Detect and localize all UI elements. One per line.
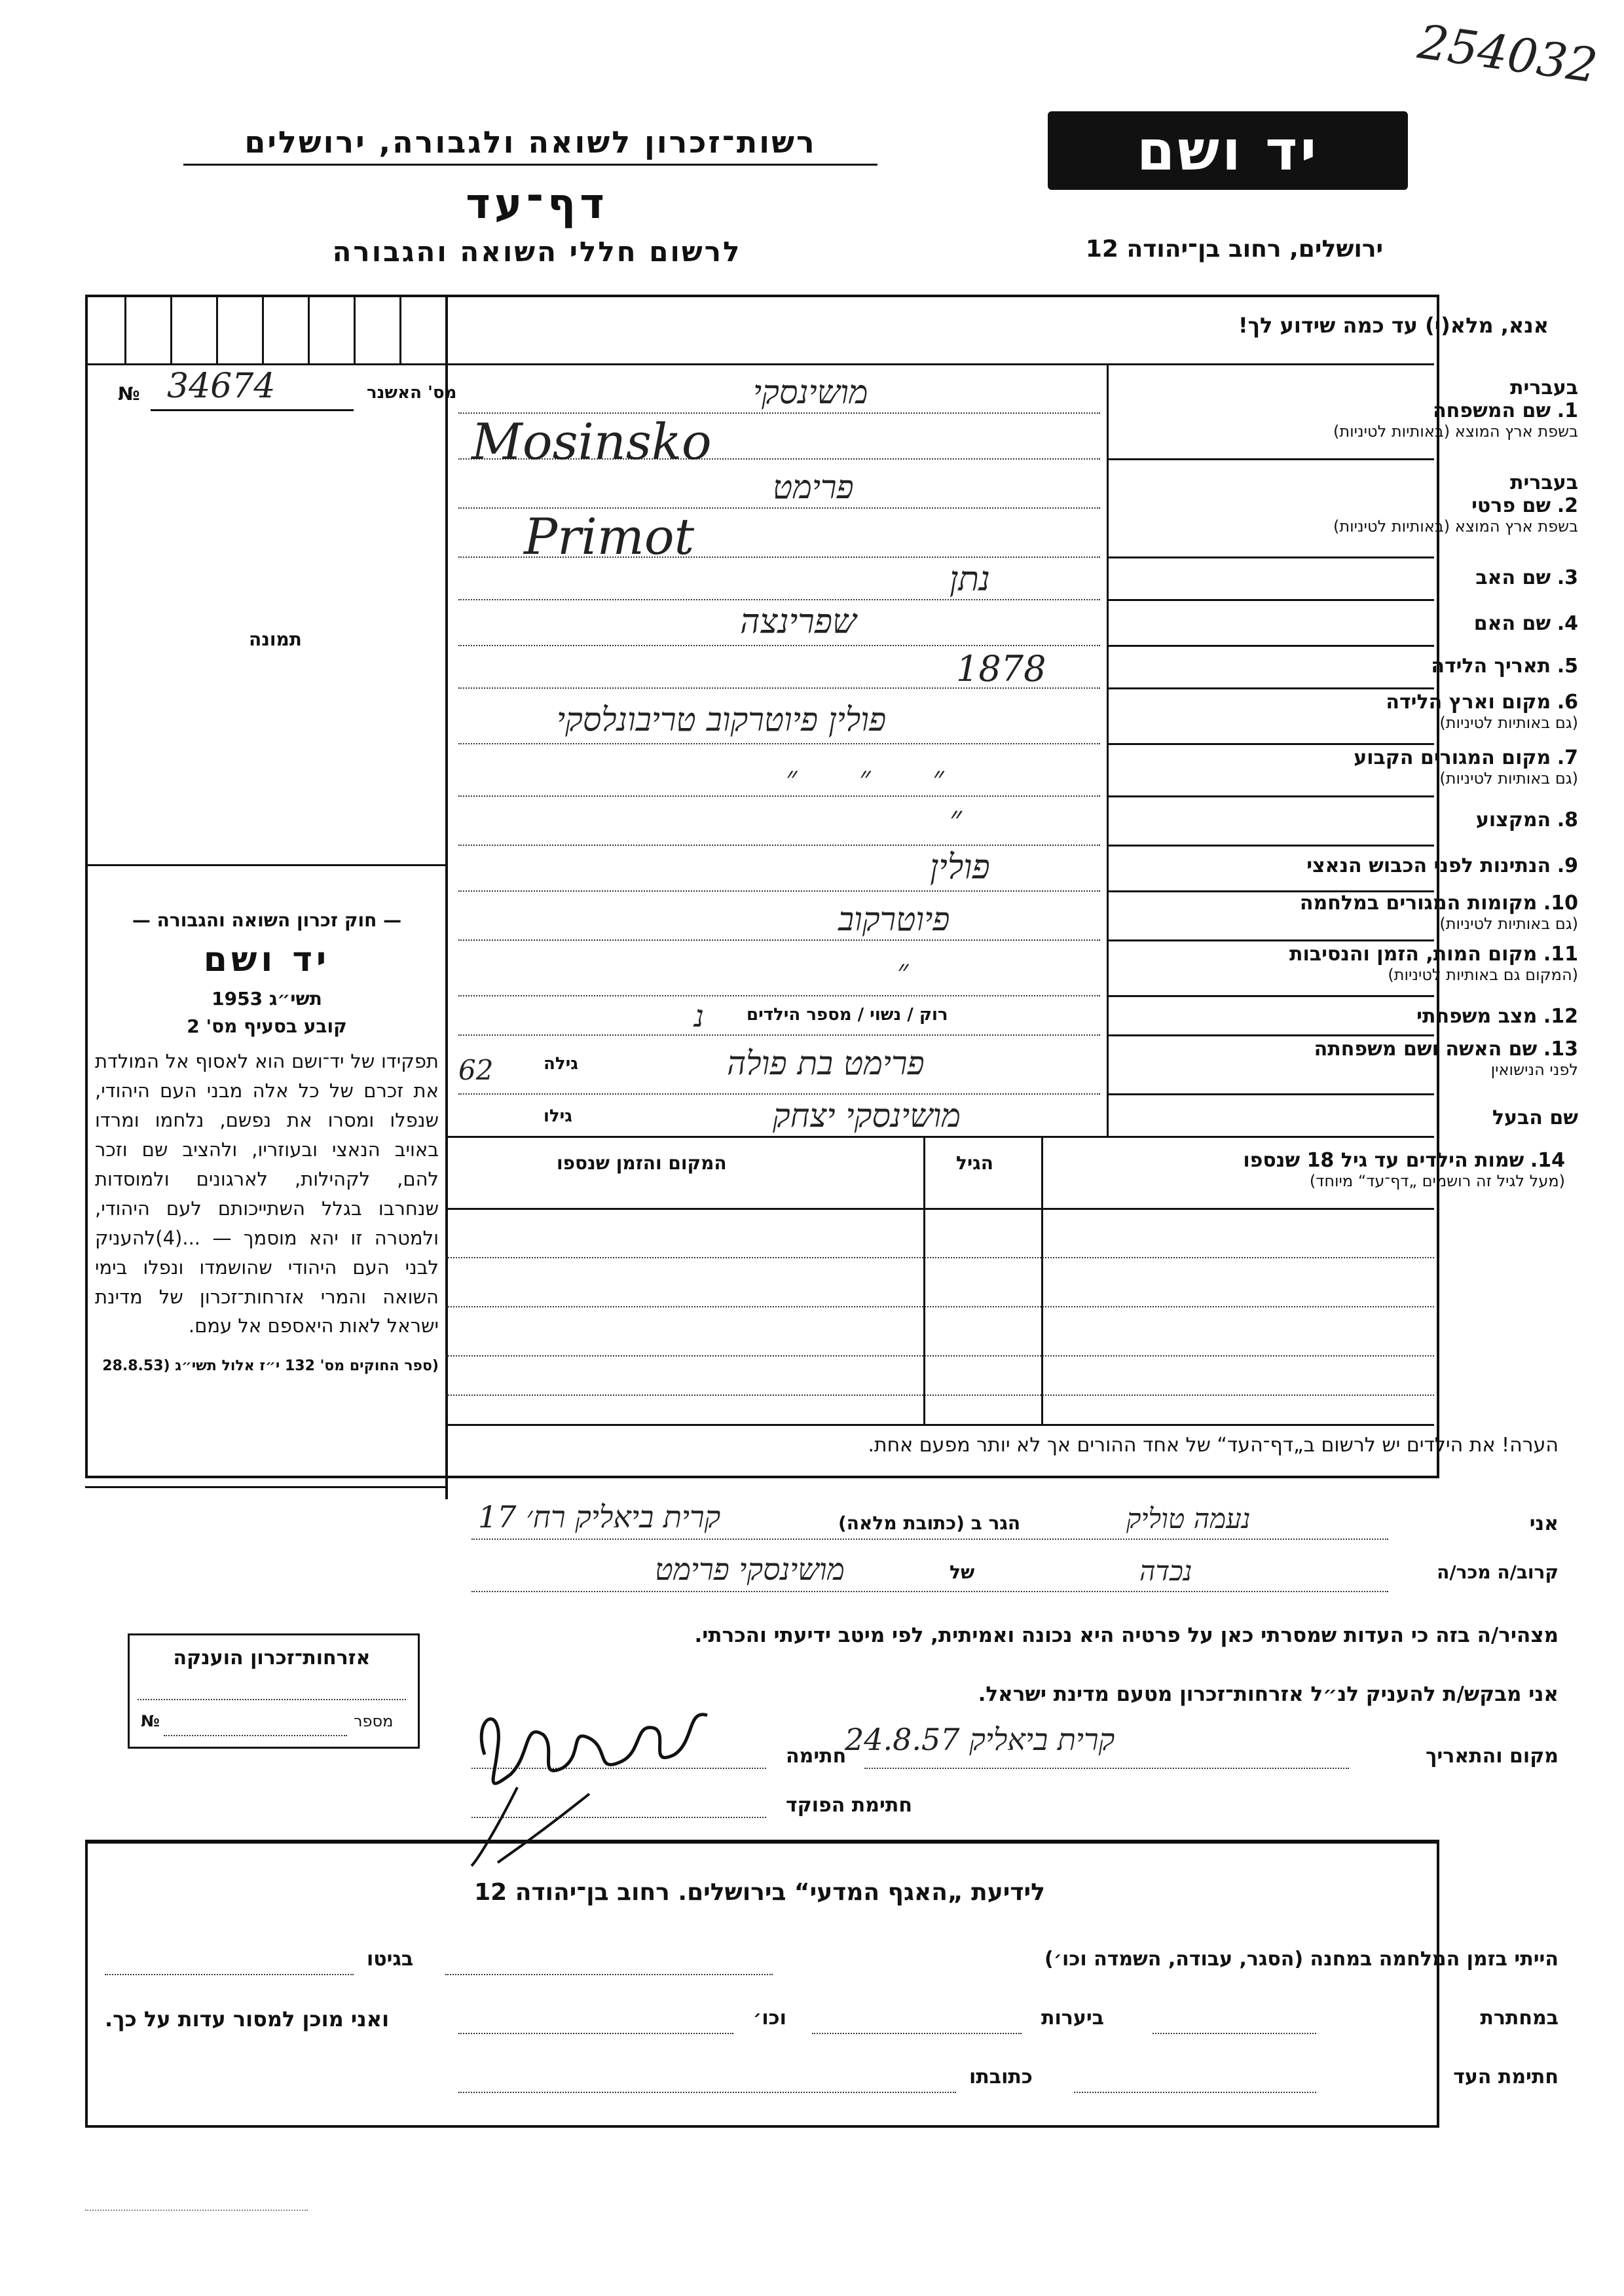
husband-age-label: גילו — [544, 1106, 572, 1126]
row-line-10 — [1107, 939, 1434, 941]
registration-no-sign: № — [118, 383, 140, 405]
value-line-12 — [458, 1034, 1100, 1036]
section-14-top — [445, 1136, 1434, 1138]
footer-line3-blank2 — [458, 2092, 956, 2093]
row-line-3 — [1107, 599, 1434, 601]
declarant-residing-label: הגר ב (כתובת מלאה) — [838, 1512, 1021, 1534]
label-column-divider — [1107, 363, 1109, 1136]
field-3-label — [1238, 566, 1578, 589]
row-line-8 — [1107, 845, 1434, 847]
value-firstname-latin: Primot — [524, 507, 695, 566]
field-3-title: שם האב — [1475, 566, 1551, 589]
row-line-11 — [1107, 995, 1434, 997]
field-husband-title: שם הבעל — [1492, 1106, 1578, 1129]
value-birthplace: פולין פיוטרקוב טריבונלסקי — [557, 701, 887, 738]
tick-1 — [124, 295, 126, 363]
scan-artifact — [85, 2210, 308, 2211]
registration-value: 34674 — [167, 367, 276, 406]
children-age-col: הגיל — [956, 1152, 993, 1174]
logo-text: יד ושם — [1136, 118, 1320, 183]
photo-box-bottom — [85, 864, 445, 866]
field-1-label — [1238, 376, 1578, 441]
field-2-label — [1238, 471, 1578, 536]
field-8-title: המקצוע — [1475, 809, 1551, 831]
place-date-line — [864, 1768, 1349, 1769]
field-10-num: 10. — [1543, 892, 1578, 915]
field-1-title: שם המשפחה — [1433, 399, 1551, 422]
declarant-of-value: מושינסקי פרימט — [655, 1552, 845, 1587]
field-4-title: שם האם — [1473, 612, 1551, 635]
footer-address: כתובתו — [969, 2066, 1033, 2088]
footer-line2-blank3 — [458, 2033, 733, 2034]
field-12-label — [1238, 1005, 1578, 1028]
tick-5 — [308, 295, 310, 363]
archive-number: 254032 — [1414, 14, 1601, 94]
field-1-sub: בשפת ארץ המוצא (באותיות לטיניות) — [1333, 422, 1578, 441]
declarant-line-2 — [471, 1591, 1388, 1592]
law-clause: קובע בסעיף מס' 2 — [187, 1015, 347, 1037]
field-11-sub: (המקום גם באותיות לטיניות) — [1388, 966, 1578, 984]
children-row-1 — [445, 1257, 1434, 1258]
field-7-sub: (גם באותיות לטיניות) — [1439, 769, 1578, 788]
field-10-sub: (גם באותיות לטיניות) — [1439, 915, 1578, 933]
children-header-line — [445, 1208, 1434, 1210]
value-line-6 — [458, 743, 1100, 744]
field-7-title: מקום המגורים הקבוע — [1354, 746, 1551, 769]
tick-7 — [399, 295, 401, 363]
field-9-label — [1238, 854, 1578, 877]
row-line-4 — [1107, 645, 1434, 647]
field-11-label — [1238, 943, 1578, 984]
law-source: (ספר החוקים מס' 132 י״ז אלול תשי״ג (28.8.53 — [102, 1358, 439, 1375]
children-title: שמות הילדים עד גיל 18 שנספו — [1243, 1149, 1524, 1172]
row-line-12 — [1107, 1034, 1434, 1036]
officer-signature-label: חתימת הפוקד — [786, 1794, 912, 1817]
field-12-num: 12. — [1543, 1005, 1578, 1028]
tick-2 — [170, 295, 172, 363]
children-row-2 — [445, 1306, 1434, 1307]
registration-label: מס' האשנר — [367, 383, 457, 403]
value-profession: ״ — [950, 799, 962, 837]
field-3-num: 3. — [1557, 566, 1578, 589]
declaration-text: מצהיר/ה בזה כי העדות שמסרתי כאן על פרטיה היא נכונה ואמיתית, לפי מיטב ידיעתי והכרתי. — [694, 1624, 1559, 1647]
declarant-relation: נכדה — [1139, 1555, 1192, 1587]
row-line-5 — [1107, 687, 1434, 689]
value-nationality: פולין — [930, 848, 990, 887]
top-strip-line — [445, 363, 1434, 365]
value-death-place: ״ — [897, 953, 909, 988]
field-11-num: 11. — [1543, 943, 1578, 966]
footer-ready: ואני מוכן למסור עדות על כך. — [105, 2007, 390, 2032]
authority-title: רשות־זכרון לשואה ולגבורה, ירושלים — [244, 124, 817, 160]
field-6-num: 6. — [1557, 691, 1578, 714]
form-title: דף־עד — [466, 180, 608, 228]
footer-line2-blank2 — [812, 2033, 1022, 2034]
value-line-9 — [458, 890, 1100, 892]
field-13-label — [1238, 1038, 1578, 1079]
request-text: אני מבקש/ת להעניק לנ״ל אזרחות־זכרון מטעם מדינת ישראל. — [978, 1683, 1559, 1706]
field-1-num: 1. — [1557, 399, 1578, 422]
left-column-divider — [445, 295, 448, 1499]
row-line-1 — [1107, 458, 1434, 460]
tick-4 — [262, 295, 264, 363]
signature-label: חתימה — [786, 1745, 847, 1768]
declarant-address: קרית ביאליק רח׳ 17 — [478, 1499, 721, 1535]
field-4-num: 4. — [1557, 612, 1578, 635]
field-11-title: מקום המות, הזמן והנסיבות — [1289, 943, 1538, 966]
value-wife-age: 62 — [458, 1054, 494, 1086]
value-line-3 — [458, 599, 1100, 600]
field-8-label — [1238, 809, 1578, 831]
children-row-4 — [445, 1394, 1434, 1396]
value-surname-he: מושינסקי — [753, 373, 868, 411]
value-mother: שפרינצה — [740, 602, 857, 642]
certificate-line-1 — [138, 1699, 406, 1700]
officer-line — [471, 1817, 766, 1818]
field-2-num: 2. — [1557, 494, 1578, 517]
law-year-he: תשי״ג — [268, 988, 322, 1010]
footer-line1-blank — [105, 1974, 354, 1975]
value-line-10 — [458, 939, 1100, 941]
law-name: יד ושם — [203, 940, 331, 979]
footer-line1-blank2 — [445, 1974, 773, 1975]
children-num: 14. — [1530, 1149, 1565, 1172]
footer-title: לידיעת „האגף המדעי“ בירושלים. רחוב בן־יהודה 12 — [474, 1879, 1045, 1906]
certificate-no-sign: № — [141, 1712, 160, 1730]
row-line-13 — [1107, 1093, 1434, 1095]
authority-underline — [183, 164, 877, 166]
footer-etc: וכו׳ — [753, 2007, 786, 2030]
children-place-col: המקום והזמן שנספו — [557, 1152, 727, 1174]
place-date-value: קרית ביאליק 24.8.57 — [845, 1722, 1115, 1757]
marital-inline-label: רוק / נשוי / מספר הילדים — [747, 1005, 948, 1025]
instruction: אנא, מלא(י) עד כמה שידוע לך! — [1238, 313, 1549, 338]
field-2-sub: בשפת ארץ המוצא (באותיות לטיניות) — [1333, 517, 1578, 536]
children-row-3 — [445, 1355, 1434, 1357]
children-header — [1198, 1149, 1565, 1190]
field-6-sub: (גם באותיות לטיניות) — [1439, 714, 1578, 732]
field-13-title: שם האשה ושם משפחתה — [1314, 1038, 1538, 1061]
field-2-lang-note: בעברית — [1510, 471, 1578, 494]
value-line-4 — [458, 645, 1100, 646]
field-9-title: הנתינות לפני הכבוש הנאצי — [1306, 854, 1551, 877]
certificate-line-2 — [164, 1735, 347, 1736]
field-5-num: 5. — [1557, 655, 1578, 678]
declarant-of-label: של — [950, 1561, 975, 1583]
field-9-num: 9. — [1557, 854, 1578, 877]
field-12-title: מצב משפחתי — [1416, 1005, 1538, 1028]
value-birthdate: 1878 — [956, 648, 1046, 689]
value-marital: נ — [694, 998, 704, 1034]
field-10-label — [1238, 892, 1578, 933]
tick-3 — [216, 295, 218, 363]
children-col-1 — [1041, 1136, 1043, 1424]
photo-label: תמונה — [249, 629, 302, 650]
field-10-title: מקומות המגורים במלחמה — [1299, 892, 1538, 915]
value-firstname-he: פרימט — [773, 468, 854, 506]
field-1-lang-note: בעברית — [1510, 376, 1578, 399]
field-7-label — [1238, 746, 1578, 788]
declarant-relation-label: קרוב/ה מכר/ה — [1437, 1561, 1559, 1583]
form-subtitle: לרשום חללי השואה והגבורה — [332, 236, 742, 268]
certificate-no-label: מספר — [354, 1712, 394, 1730]
tick-6 — [354, 295, 356, 363]
footer-underground: במחתרת — [1480, 2007, 1559, 2030]
field-13-sub: לפני הנישואין — [1490, 1061, 1578, 1079]
children-sub: (מעל לגיל זה רושמים „דף־עד“ מיוחד) — [1309, 1172, 1565, 1190]
row-line-6 — [1107, 743, 1434, 745]
registration-underline — [151, 409, 354, 411]
yad-vashem-logo — [1048, 111, 1408, 190]
declarant-i-label: אני — [1529, 1512, 1559, 1535]
value-line-11 — [458, 995, 1100, 996]
field-6-label — [1238, 691, 1578, 732]
field-5-label — [1238, 655, 1578, 678]
law-text: תפקידו של יד־ושם הוא לאסוף אל המולדת את זכרם של כל אלה מבני העם היהודי, שנפלו ומסרו את נפשם, נלחמו ומרדו באויב הנאצי ובעוזריו, ולהציב שם וזכר להם, לקהילות, לארגונים ולמוסדות שנחרבו בגלל השתייכותם לעם היהודי, ולמטרה זו יהא מוסמך — ...(4)להעניק לבני העם היהודי שהושמדו ונפלו בימי השואה והמרי אזרחות־זכרון של מדינת ישראל לאות היאספם אל עמם. — [95, 1050, 439, 1338]
value-line-8 — [458, 845, 1100, 846]
note: הערה! את הילדים יש לרשום ב„דף־העד“ של אחד ההורים אך לא יותר מפעם אחת. — [868, 1434, 1559, 1457]
field-7-num: 7. — [1557, 746, 1578, 769]
value-wife: פרימט בת פולה — [727, 1044, 925, 1082]
footer-witness-sig: חתימת העד — [1453, 2066, 1559, 2088]
value-husband: מושינסקי יצחק — [773, 1097, 961, 1135]
wife-age-label: גילה — [544, 1054, 578, 1074]
footer-ghetto: בגיטו — [367, 1948, 414, 1971]
footer-line1: הייתי בזמן המלחמה במחנה (הסגר, עבודה, השמדה וכו׳) — [1044, 1948, 1559, 1971]
footer-forests: ביערות — [1041, 2007, 1104, 2030]
row-line-7 — [1107, 795, 1434, 797]
row-line-2 — [1107, 556, 1434, 558]
declarant-line-1 — [471, 1539, 1388, 1540]
value-line-13 — [458, 1093, 1100, 1095]
reg-strip-line — [85, 363, 445, 365]
certificate-title: אזרחות־זכרון הוענקה — [173, 1647, 371, 1669]
value-line-7 — [458, 795, 1100, 797]
note-top-line — [445, 1424, 1434, 1426]
field-4-label — [1238, 612, 1578, 635]
field-13-num: 13. — [1543, 1038, 1578, 1061]
value-wartime-residence: פיוטרקוב — [838, 900, 950, 938]
declarant-name: נעמה טוליק — [1126, 1503, 1251, 1535]
law-box-bottom — [85, 1486, 445, 1488]
law-year: 1953 — [212, 988, 263, 1010]
value-residence: ״ ״ ״ — [786, 759, 970, 795]
field-5-title: תאריך הלידה — [1431, 655, 1551, 678]
field-husband-label — [1238, 1106, 1578, 1129]
law-box — [95, 907, 439, 1377]
value-father: נתן — [950, 560, 990, 599]
footer-line2-blank1 — [1153, 2033, 1316, 2034]
law-heading: — חוק זכרון השואה והגבורה — — [132, 909, 402, 931]
place-date-label: מקום והתאריך — [1426, 1745, 1559, 1768]
field-2-title: שם פרטי — [1471, 494, 1551, 517]
footer-line3-blank1 — [1074, 2092, 1316, 2093]
address: ירושלים, רחוב בן־יהודה 12 — [1085, 236, 1384, 263]
value-surname-latin: Mosinsko — [471, 412, 712, 471]
children-col-2 — [923, 1136, 925, 1424]
field-6-title: מקום וארץ הלידה — [1386, 691, 1551, 714]
field-8-num: 8. — [1557, 809, 1578, 831]
